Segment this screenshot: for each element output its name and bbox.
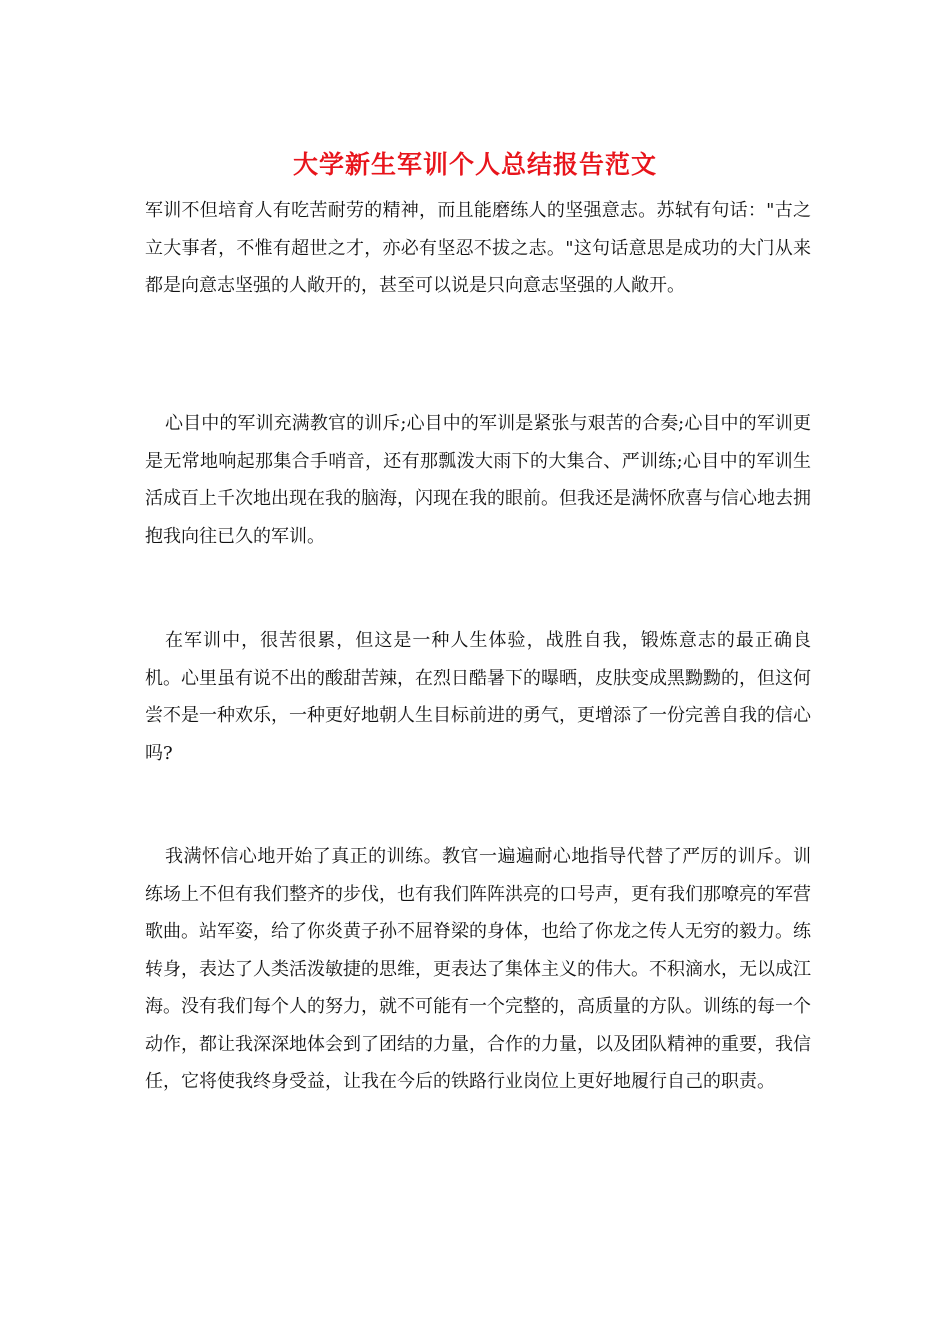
paragraph-4: 我满怀信心地开始了真正的训练。教官一遍遍耐心地指导代替了严厉的训斥。训练场上不但有我们整齐的步伐，也有我们阵阵洪亮的口号声，更有我们那嘹亮的军营歌曲。站军姿，给了你炎黄子孙不屈脊梁的身体，也给了你龙之传人无穷的毅力。练转身，表达了人类活泼敏捷的思维，更表达了集体主义的伟大。不积滴水，无以成江海。没有我们每个人的努力，就不可能有一个完整的，高质量的方队。训练的每一个动作，都让我深深地体会到了团结的力量，合作的力量，以及团队精神的重要，我信任，它将使我终身受益，让我在今后的铁路行业岗位上更好地履行自己的职责。 — [145, 846, 811, 1092]
document-title: 大学新生军训个人总结报告范文 — [292, 150, 657, 179]
paragraph-2: 心目中的军训充满教官的训斥;心目中的军训是紧张与艰苦的合奏;心目中的军训更是无常地响起那集合手哨音，还有那瓢泼大雨下的大集合、严训练;心目中的军训生活成百上千次地出现在我的脑海，闪现在我的眼前。但我还是满怀欣喜与信心地去拥抱我向往已久的军训。 — [145, 413, 811, 547]
paragraph-1: 军训不但培育人有吃苦耐劳的精神，而且能磨练人的坚强意志。苏轼有句话："古之立大事者，不惟有超世之才，亦必有坚忍不拔之志。"这句话意思是成功的大门从来都是向意志坚强的人敞开的，甚至可以说是只向意志坚强的人敞开。 — [145, 200, 811, 296]
paragraph-3: 在军训中，很苦很累，但这是一种人生体验，战胜自我，锻炼意志的最正确良机。心里虽有说不出的酸甜苦辣，在烈日酷暑下的曝晒，皮肤变成黑黝黝的，但这何尝不是一种欢乐，一种更好地朝人生目标前进的勇气，更增添了一份完善自我的信心吗? — [145, 630, 811, 764]
